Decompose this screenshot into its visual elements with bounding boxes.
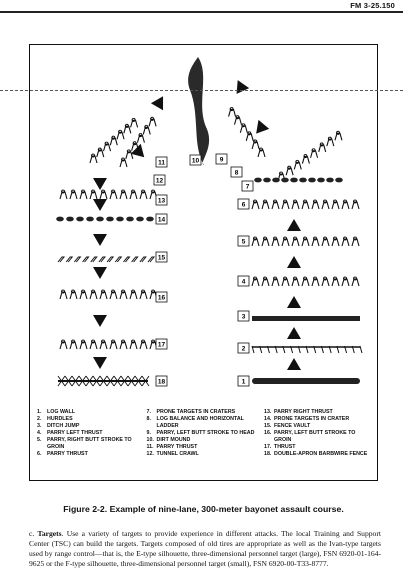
crater-target [308, 178, 316, 183]
arrow-up [287, 358, 301, 370]
target-figure [124, 124, 131, 133]
lane-label-2: 2 [241, 345, 246, 353]
target-figure [104, 142, 111, 151]
arrow-down [93, 357, 107, 369]
target-figure [258, 148, 265, 157]
target-figure [90, 154, 97, 163]
crater-target [335, 178, 343, 183]
target-figure [262, 200, 269, 209]
lane-label-9: 9 [219, 156, 224, 164]
target-figure [234, 116, 241, 125]
arrow-up [287, 256, 301, 268]
legend-item [264, 409, 372, 416]
legend-number: 5. [37, 437, 42, 443]
crater-target [254, 178, 262, 183]
target-figure [100, 340, 107, 349]
target-figure [311, 149, 318, 158]
crater-target [116, 217, 124, 222]
legend-number: 10. [146, 437, 154, 443]
legend-item [37, 409, 141, 416]
target-figure [60, 340, 67, 349]
target-figure [312, 237, 319, 246]
target-figure [110, 190, 117, 199]
body-paragraph [29, 529, 381, 569]
legend-item [147, 409, 259, 416]
target-figure [100, 190, 107, 199]
crater-target [272, 178, 280, 183]
crater-target [136, 217, 144, 222]
lane-label-7: 7 [245, 183, 250, 191]
target-figure [117, 130, 124, 139]
page-identifier: FM 3-25.150 [350, 1, 395, 10]
legend-text: PARRY THRUST [47, 451, 88, 457]
target-figure [143, 125, 150, 134]
target-figure [292, 237, 299, 246]
legend-column-1 [37, 409, 141, 458]
lane-label-16: 16 [157, 294, 166, 302]
target-figure [70, 190, 77, 199]
target-figure [292, 277, 299, 286]
arrow-down [93, 178, 107, 190]
target-figure [240, 124, 247, 133]
target-figure [342, 277, 349, 286]
fence-vault [58, 257, 64, 262]
legend-item [147, 451, 259, 458]
legend-item [147, 416, 259, 430]
lane-label-13: 13 [157, 197, 166, 205]
legend-number: 12. [146, 451, 154, 457]
crater-target [66, 217, 74, 222]
lane-label-3: 3 [241, 313, 246, 321]
target-figure [335, 131, 342, 140]
course-illustration [56, 57, 362, 386]
lane-label-1: 1 [241, 378, 246, 386]
target-figure [286, 166, 293, 175]
fence-vault [132, 257, 138, 262]
target-figure [140, 290, 147, 299]
target-figure [302, 237, 309, 246]
crater-target [106, 217, 114, 222]
target-figure [312, 277, 319, 286]
legend-number: 18. [264, 451, 272, 457]
target-figure [246, 132, 253, 141]
crater-target [317, 178, 325, 183]
legend-item [147, 437, 259, 444]
target-figure [97, 148, 104, 157]
arrow-left [131, 144, 149, 162]
arrow-top-right [231, 80, 249, 98]
para-text: . Use a variety of targets to provide experience in different attacks. The local Training and Support Center (TSC) can build the targets. Targets composed of old tires are appropriate as well as the Ivan-type targets used by range control—that is, the E-type silhouette, three-dimensional personnel target (large), FSN 6920-01-164-9625 or the F-type silhouette, three-dimensional personnel target (small), FSN 6920-00-T33-8777. [29, 529, 381, 569]
legend-text: PARRY LEFT THRUST [47, 430, 103, 436]
legend-text: PARRY THRUST [156, 444, 198, 450]
target-figure [70, 340, 77, 349]
arrow-up [287, 296, 301, 308]
figure-legend [37, 409, 372, 458]
legend-item [264, 430, 372, 444]
target-figure [332, 200, 339, 209]
target-figure [302, 155, 309, 164]
target-figure [130, 290, 137, 299]
target-figure [120, 158, 127, 167]
legend-column-2 [147, 409, 259, 458]
crater-target [299, 178, 307, 183]
target-figure [282, 200, 289, 209]
legend-item [37, 430, 141, 437]
target-figure [302, 200, 309, 209]
target-figure [332, 277, 339, 286]
fence-vault [99, 257, 105, 262]
target-figure [319, 143, 326, 152]
target-figure [327, 137, 334, 146]
legend-text: PARRY, LEFT BUTT STROKE TO HEAD [156, 430, 255, 436]
legend-text: FENCE VAULT [274, 423, 311, 429]
target-figure [140, 340, 147, 349]
legend-item [37, 437, 141, 451]
ditch-jump [252, 316, 360, 321]
legend-text: DITCH JUMP [47, 423, 80, 429]
legend-number: 9. [146, 430, 151, 436]
lane-label-14: 14 [157, 216, 166, 224]
arrow-down [93, 234, 107, 246]
fence-vault [107, 257, 113, 262]
scan-dashed-line [0, 90, 403, 91]
lane-label-6: 6 [241, 201, 246, 209]
para-lead: Targets [37, 529, 62, 538]
legend-item [147, 444, 259, 451]
target-figure [322, 200, 329, 209]
target-figure [90, 190, 97, 199]
legend-text: LOG BALANCE AND HORIZONTAL LADDER [156, 416, 244, 429]
target-figure [322, 237, 329, 246]
legend-text: DIRT MOUND [156, 437, 191, 443]
target-figure [332, 237, 339, 246]
legend-number: 2. [37, 416, 42, 422]
target-figure [262, 277, 269, 286]
legend-text: PARRY, RIGHT BUTT STROKE TO GROIN [47, 437, 132, 450]
crater-target [263, 178, 271, 183]
legend-text: PRONE TARGETS IN CRATERS [156, 409, 236, 415]
target-figure [131, 118, 138, 127]
crater-target [76, 217, 84, 222]
fence-vault [148, 257, 154, 262]
para-prefix: c. [29, 529, 35, 538]
crater-target [146, 217, 154, 222]
target-figure [90, 340, 97, 349]
legend-number: 8. [146, 416, 151, 422]
target-figure [352, 200, 359, 209]
arrow-right [251, 120, 269, 138]
fence-vault [83, 257, 89, 262]
lane-label-8: 8 [234, 169, 239, 177]
target-figure [312, 200, 319, 209]
target-figure [292, 200, 299, 209]
legend-number: 15. [264, 423, 272, 429]
target-figure [110, 136, 117, 145]
legend-text: PARRY RIGHT THRUST [274, 409, 333, 415]
legend-number: 6. [37, 451, 42, 457]
target-figure [80, 340, 87, 349]
fence-vault [140, 257, 146, 262]
target-figure [126, 150, 133, 159]
header-rule [0, 11, 403, 13]
legend-item [37, 416, 141, 423]
arrow-down [93, 199, 107, 211]
target-figure [130, 190, 137, 199]
lane-label-17: 17 [157, 341, 166, 349]
target-figure [302, 277, 309, 286]
crater-target [326, 178, 334, 183]
arrow-down [93, 315, 107, 327]
legend-number: 7. [146, 409, 151, 415]
legend-number: 1. [37, 409, 42, 415]
target-figure [120, 190, 127, 199]
legend-text: HURDLES [47, 416, 73, 422]
lane-label-4: 4 [241, 278, 246, 286]
target-figure [149, 117, 156, 126]
target-figure [272, 237, 279, 246]
fence-vault [91, 257, 97, 262]
hurdles-post [360, 346, 362, 353]
target-figure [282, 277, 289, 286]
target-figure [120, 290, 127, 299]
figure-frame [29, 44, 378, 481]
legend-number: 3. [37, 423, 42, 429]
fence-vault [115, 257, 121, 262]
target-figure [229, 108, 236, 117]
target-figure [80, 290, 87, 299]
legend-item [37, 451, 141, 458]
arrow-top-left [151, 96, 169, 113]
legend-text: PARRY, LEFT BUTT STROKE TO GROIN [274, 430, 356, 443]
target-figure [272, 277, 279, 286]
target-figure [342, 237, 349, 246]
legend-item [147, 430, 259, 437]
target-figure [252, 140, 259, 149]
target-figure [352, 237, 359, 246]
target-figure [252, 237, 259, 246]
legend-number: 16. [264, 430, 272, 436]
target-figure [272, 200, 279, 209]
target-figure [110, 290, 117, 299]
legend-number: 4. [37, 430, 42, 436]
legend-number: 13. [264, 409, 272, 415]
target-figure [352, 277, 359, 286]
target-figure [130, 340, 137, 349]
figure-caption: Figure 2-2. Example of nine-lane, 300-meter bayonet assault course. [63, 504, 344, 514]
lane-label-12: 12 [155, 177, 164, 185]
legend-text: PRONE TARGETS IN CRATER [274, 416, 350, 422]
legend-number: 17. [264, 444, 272, 450]
target-figure [252, 277, 259, 286]
crater-target [290, 178, 298, 183]
target-figure [262, 237, 269, 246]
fence-vault [123, 257, 129, 262]
lane-label-5: 5 [241, 238, 246, 246]
target-figure [90, 290, 97, 299]
legend-item [264, 416, 372, 423]
crater-target [86, 217, 94, 222]
arrow-up [287, 327, 301, 339]
target-figure [282, 237, 289, 246]
lane-label-10: 10 [191, 157, 200, 165]
target-figure [80, 190, 87, 199]
target-figure [342, 200, 349, 209]
target-figure [110, 340, 117, 349]
fence-vault [74, 257, 80, 262]
legend-item [264, 423, 372, 430]
legend-number: 14. [264, 416, 272, 422]
target-figure [100, 290, 107, 299]
target-figure [140, 190, 147, 199]
target-figure [120, 340, 127, 349]
target-figure [70, 290, 77, 299]
legend-item [264, 451, 372, 458]
legend-text: LOG WALL [47, 409, 75, 415]
arrow-up [287, 219, 301, 231]
target-figure [60, 290, 67, 299]
arrow-down [93, 267, 107, 279]
crater-target [126, 217, 134, 222]
crater-target [56, 217, 64, 222]
legend-column-3 [264, 409, 372, 458]
legend-text: TUNNEL CRAWL [156, 451, 199, 457]
target-figure [252, 200, 259, 209]
target-figure [60, 190, 67, 199]
crater-target [281, 178, 289, 183]
lane-label-15: 15 [157, 254, 166, 262]
log-wall [252, 378, 360, 384]
legend-item [264, 444, 372, 451]
target-figure [322, 277, 329, 286]
legend-item [37, 423, 141, 430]
legend-number: 11. [146, 444, 154, 450]
legend-text: THRUST [274, 444, 296, 450]
target-figure [137, 134, 144, 143]
lane-label-18: 18 [157, 378, 166, 386]
fence-vault [66, 257, 72, 262]
lane-label-11: 11 [158, 159, 165, 167]
crater-target [96, 217, 104, 222]
legend-text: DOUBLE-APRON BARBWIRE FENCE [274, 451, 368, 457]
dirt-mound [188, 57, 209, 165]
target-figure [294, 160, 301, 169]
